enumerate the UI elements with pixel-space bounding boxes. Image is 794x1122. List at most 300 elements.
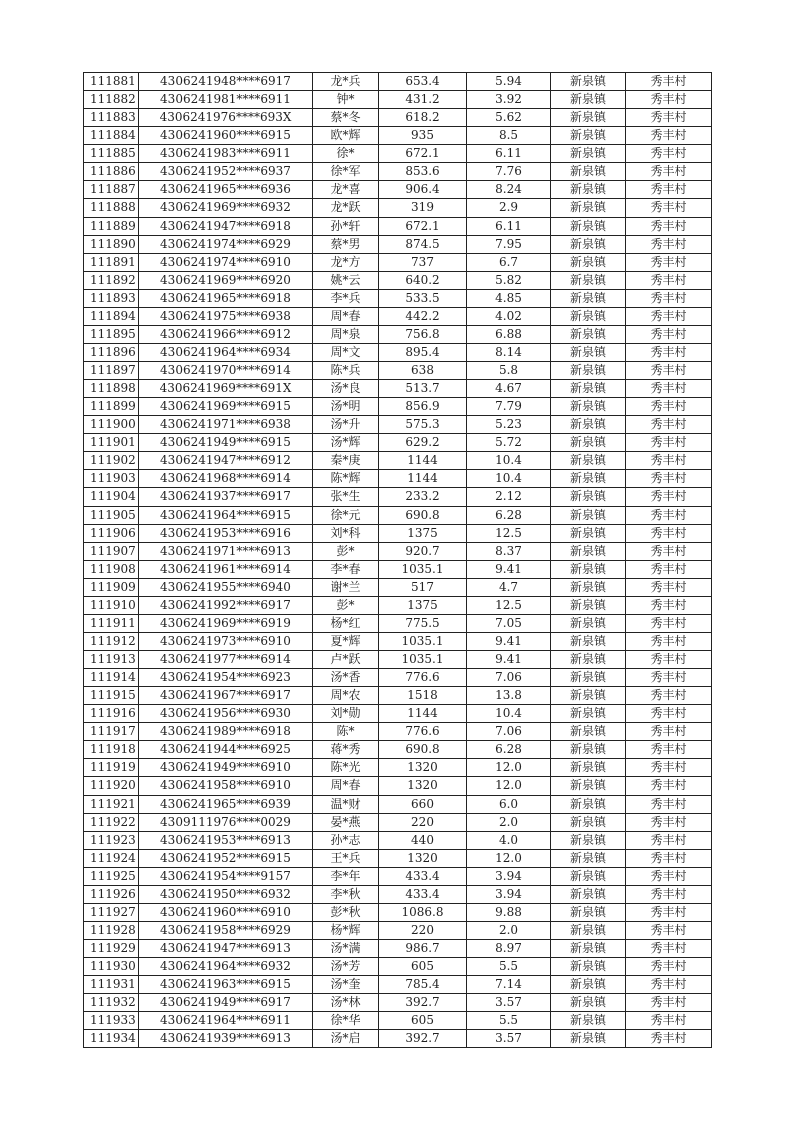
village-cell: 秀丰村 <box>626 831 712 849</box>
value-cell: 7.14 <box>467 976 551 994</box>
record-number-cell: 111887 <box>84 181 139 199</box>
id-number-cell: 4306241973****6910 <box>139 632 313 650</box>
village-cell: 秀丰村 <box>626 903 712 921</box>
village-cell: 秀丰村 <box>626 181 712 199</box>
town-cell: 新泉镇 <box>551 289 626 307</box>
value-cell: 13.8 <box>467 687 551 705</box>
village-cell: 秀丰村 <box>626 325 712 343</box>
village-cell: 秀丰村 <box>626 416 712 434</box>
table-row <box>84 831 712 849</box>
town-cell: 新泉镇 <box>551 235 626 253</box>
town-cell: 新泉镇 <box>551 181 626 199</box>
id-number-cell: 4306241974****6929 <box>139 235 313 253</box>
name-cell: 徐*华 <box>313 1012 379 1030</box>
value-cell: 6.11 <box>467 145 551 163</box>
village-cell: 秀丰村 <box>626 867 712 885</box>
village-cell: 秀丰村 <box>626 614 712 632</box>
amount-cell: 605 <box>379 1012 467 1030</box>
name-cell: 汤*奎 <box>313 976 379 994</box>
name-cell: 彭*秋 <box>313 903 379 921</box>
record-number-cell: 111894 <box>84 307 139 325</box>
record-number-cell: 111922 <box>84 813 139 831</box>
town-cell: 新泉镇 <box>551 127 626 145</box>
table-row <box>84 669 712 687</box>
value-cell: 8.37 <box>467 542 551 560</box>
value-cell: 5.62 <box>467 109 551 127</box>
table-row <box>84 940 712 958</box>
table-row <box>84 109 712 127</box>
name-cell: 姚*云 <box>313 271 379 289</box>
amount-cell: 1086.8 <box>379 903 467 921</box>
name-cell: 温*财 <box>313 795 379 813</box>
amount-cell: 1375 <box>379 524 467 542</box>
village-cell: 秀丰村 <box>626 1012 712 1030</box>
town-cell: 新泉镇 <box>551 813 626 831</box>
village-cell: 秀丰村 <box>626 470 712 488</box>
value-cell: 4.02 <box>467 307 551 325</box>
value-cell: 10.4 <box>467 470 551 488</box>
amount-cell: 690.8 <box>379 506 467 524</box>
town-cell: 新泉镇 <box>551 687 626 705</box>
amount-cell: 433.4 <box>379 885 467 903</box>
town-cell: 新泉镇 <box>551 524 626 542</box>
table-row <box>84 578 712 596</box>
table-row <box>84 614 712 632</box>
id-number-cell: 4306241953****6913 <box>139 831 313 849</box>
amount-cell: 605 <box>379 958 467 976</box>
name-cell: 龙*跃 <box>313 199 379 217</box>
town-cell: 新泉镇 <box>551 506 626 524</box>
table-row <box>84 470 712 488</box>
town-cell: 新泉镇 <box>551 669 626 687</box>
value-cell: 10.4 <box>467 705 551 723</box>
name-cell: 汤*芳 <box>313 958 379 976</box>
table-row <box>84 91 712 109</box>
record-number-cell: 111891 <box>84 253 139 271</box>
village-cell: 秀丰村 <box>626 632 712 650</box>
value-cell: 9.41 <box>467 651 551 669</box>
village-cell: 秀丰村 <box>626 199 712 217</box>
value-cell: 3.57 <box>467 1030 551 1048</box>
table-row <box>84 362 712 380</box>
id-number-cell: 4306241965****6918 <box>139 289 313 307</box>
id-number-cell: 4306241976****693X <box>139 109 313 127</box>
value-cell: 8.5 <box>467 127 551 145</box>
table-row <box>84 903 712 921</box>
amount-cell: 431.2 <box>379 91 467 109</box>
record-number-cell: 111899 <box>84 398 139 416</box>
record-number-cell: 111916 <box>84 705 139 723</box>
village-cell: 秀丰村 <box>626 578 712 596</box>
id-number-cell: 4306241952****6937 <box>139 163 313 181</box>
id-number-cell: 4306241974****6910 <box>139 253 313 271</box>
name-cell: 徐*元 <box>313 506 379 524</box>
amount-cell: 533.5 <box>379 289 467 307</box>
amount-cell: 638 <box>379 362 467 380</box>
record-number-cell: 111897 <box>84 362 139 380</box>
name-cell: 晏*燕 <box>313 813 379 831</box>
value-cell: 6.11 <box>467 217 551 235</box>
amount-cell: 319 <box>379 199 467 217</box>
value-cell: 9.41 <box>467 632 551 650</box>
amount-cell: 1375 <box>379 596 467 614</box>
value-cell: 9.88 <box>467 903 551 921</box>
record-number-cell: 111918 <box>84 741 139 759</box>
amount-cell: 672.1 <box>379 217 467 235</box>
amount-cell: 660 <box>379 795 467 813</box>
town-cell: 新泉镇 <box>551 1030 626 1048</box>
town-cell: 新泉镇 <box>551 741 626 759</box>
amount-cell: 690.8 <box>379 741 467 759</box>
id-number-cell: 4306241937****6917 <box>139 488 313 506</box>
village-cell: 秀丰村 <box>626 669 712 687</box>
value-cell: 12.5 <box>467 524 551 542</box>
id-number-cell: 4306241947****6918 <box>139 217 313 235</box>
village-cell: 秀丰村 <box>626 271 712 289</box>
village-cell: 秀丰村 <box>626 777 712 795</box>
name-cell: 龙*方 <box>313 253 379 271</box>
id-number-cell: 4306241981****6911 <box>139 91 313 109</box>
id-number-cell: 4306241954****9157 <box>139 867 313 885</box>
name-cell: 李*年 <box>313 867 379 885</box>
value-cell: 12.0 <box>467 849 551 867</box>
name-cell: 汤*辉 <box>313 434 379 452</box>
table-row <box>84 488 712 506</box>
value-cell: 5.5 <box>467 958 551 976</box>
record-number-cell: 111905 <box>84 506 139 524</box>
value-cell: 3.94 <box>467 867 551 885</box>
amount-cell: 1320 <box>379 777 467 795</box>
table-row <box>84 849 712 867</box>
amount-cell: 856.9 <box>379 398 467 416</box>
name-cell: 刘*勋 <box>313 705 379 723</box>
name-cell: 张*生 <box>313 488 379 506</box>
record-number-cell: 111910 <box>84 596 139 614</box>
id-number-cell: 4306241954****6923 <box>139 669 313 687</box>
value-cell: 6.28 <box>467 741 551 759</box>
village-cell: 秀丰村 <box>626 488 712 506</box>
amount-cell: 575.3 <box>379 416 467 434</box>
id-number-cell: 4306241949****6917 <box>139 994 313 1012</box>
amount-cell: 640.2 <box>379 271 467 289</box>
name-cell: 李*秋 <box>313 885 379 903</box>
amount-cell: 737 <box>379 253 467 271</box>
table-row <box>84 452 712 470</box>
table-row <box>84 380 712 398</box>
value-cell: 4.7 <box>467 578 551 596</box>
id-number-cell: 4306241944****6925 <box>139 741 313 759</box>
table-row <box>84 181 712 199</box>
town-cell: 新泉镇 <box>551 470 626 488</box>
value-cell: 9.41 <box>467 560 551 578</box>
amount-cell: 775.5 <box>379 614 467 632</box>
record-number-cell: 111927 <box>84 903 139 921</box>
id-number-cell: 4306241961****6914 <box>139 560 313 578</box>
table-row <box>84 289 712 307</box>
table-row <box>84 398 712 416</box>
village-cell: 秀丰村 <box>626 145 712 163</box>
record-number-cell: 111921 <box>84 795 139 813</box>
value-cell: 3.92 <box>467 91 551 109</box>
value-cell: 3.57 <box>467 994 551 1012</box>
village-cell: 秀丰村 <box>626 976 712 994</box>
table-row <box>84 560 712 578</box>
value-cell: 7.06 <box>467 669 551 687</box>
name-cell: 秦*庚 <box>313 452 379 470</box>
amount-cell: 785.4 <box>379 976 467 994</box>
value-cell: 2.0 <box>467 813 551 831</box>
id-number-cell: 4306241983****6911 <box>139 145 313 163</box>
town-cell: 新泉镇 <box>551 145 626 163</box>
amount-cell: 220 <box>379 813 467 831</box>
record-number-cell: 111923 <box>84 831 139 849</box>
amount-cell: 1144 <box>379 705 467 723</box>
value-cell: 7.95 <box>467 235 551 253</box>
table-row <box>84 1012 712 1030</box>
town-cell: 新泉镇 <box>551 777 626 795</box>
id-number-cell: 4306241969****6915 <box>139 398 313 416</box>
value-cell: 4.67 <box>467 380 551 398</box>
town-cell: 新泉镇 <box>551 994 626 1012</box>
record-number-cell: 111898 <box>84 380 139 398</box>
name-cell: 陈*兵 <box>313 362 379 380</box>
record-number-cell: 111883 <box>84 109 139 127</box>
record-number-cell: 111933 <box>84 1012 139 1030</box>
record-number-cell: 111903 <box>84 470 139 488</box>
town-cell: 新泉镇 <box>551 705 626 723</box>
town-cell: 新泉镇 <box>551 867 626 885</box>
value-cell: 7.05 <box>467 614 551 632</box>
record-number-cell: 111931 <box>84 976 139 994</box>
table-row <box>84 994 712 1012</box>
name-cell: 卢*跃 <box>313 651 379 669</box>
village-cell: 秀丰村 <box>626 380 712 398</box>
record-number-cell: 111896 <box>84 343 139 361</box>
value-cell: 7.76 <box>467 163 551 181</box>
town-cell: 新泉镇 <box>551 253 626 271</box>
data-table <box>83 72 712 1048</box>
id-number-cell: 4306241939****6913 <box>139 1030 313 1048</box>
id-number-cell: 4306241949****6915 <box>139 434 313 452</box>
town-cell: 新泉镇 <box>551 632 626 650</box>
record-number-cell: 111902 <box>84 452 139 470</box>
value-cell: 5.23 <box>467 416 551 434</box>
village-cell: 秀丰村 <box>626 452 712 470</box>
amount-cell: 986.7 <box>379 940 467 958</box>
table-row <box>84 795 712 813</box>
name-cell: 徐*军 <box>313 163 379 181</box>
town-cell: 新泉镇 <box>551 885 626 903</box>
village-cell: 秀丰村 <box>626 596 712 614</box>
value-cell: 3.94 <box>467 885 551 903</box>
village-cell: 秀丰村 <box>626 109 712 127</box>
id-number-cell: 4306241969****6920 <box>139 271 313 289</box>
table-row <box>84 759 712 777</box>
id-number-cell: 4306241949****6910 <box>139 759 313 777</box>
town-cell: 新泉镇 <box>551 940 626 958</box>
name-cell: 孙*轩 <box>313 217 379 235</box>
record-number-cell: 111932 <box>84 994 139 1012</box>
value-cell: 6.88 <box>467 325 551 343</box>
record-number-cell: 111884 <box>84 127 139 145</box>
id-number-cell: 4306241965****6936 <box>139 181 313 199</box>
table-row <box>84 235 712 253</box>
name-cell: 汤*启 <box>313 1030 379 1048</box>
table-row <box>84 958 712 976</box>
id-number-cell: 4306241952****6915 <box>139 849 313 867</box>
id-number-cell: 4306241964****6932 <box>139 958 313 976</box>
table-row <box>84 813 712 831</box>
village-cell: 秀丰村 <box>626 127 712 145</box>
table-row <box>84 271 712 289</box>
village-cell: 秀丰村 <box>626 524 712 542</box>
table-row <box>84 1030 712 1048</box>
name-cell: 周*农 <box>313 687 379 705</box>
table-row <box>84 145 712 163</box>
record-number-cell: 111926 <box>84 885 139 903</box>
id-number-cell: 4306241970****6914 <box>139 362 313 380</box>
name-cell: 龙*兵 <box>313 73 379 91</box>
village-cell: 秀丰村 <box>626 362 712 380</box>
id-number-cell: 4306241948****6917 <box>139 73 313 91</box>
id-number-cell: 4306241977****6914 <box>139 651 313 669</box>
village-cell: 秀丰村 <box>626 163 712 181</box>
record-number-cell: 111920 <box>84 777 139 795</box>
value-cell: 2.0 <box>467 921 551 939</box>
name-cell: 汤*林 <box>313 994 379 1012</box>
value-cell: 8.14 <box>467 343 551 361</box>
record-number-cell: 111917 <box>84 723 139 741</box>
amount-cell: 1035.1 <box>379 632 467 650</box>
table-row <box>84 307 712 325</box>
value-cell: 8.24 <box>467 181 551 199</box>
amount-cell: 433.4 <box>379 867 467 885</box>
town-cell: 新泉镇 <box>551 560 626 578</box>
village-cell: 秀丰村 <box>626 1030 712 1048</box>
amount-cell: 776.6 <box>379 723 467 741</box>
record-number-cell: 111925 <box>84 867 139 885</box>
village-cell: 秀丰村 <box>626 759 712 777</box>
table-row <box>84 867 712 885</box>
id-number-cell: 4309111976****0029 <box>139 813 313 831</box>
town-cell: 新泉镇 <box>551 488 626 506</box>
value-cell: 4.0 <box>467 831 551 849</box>
town-cell: 新泉镇 <box>551 343 626 361</box>
village-cell: 秀丰村 <box>626 921 712 939</box>
table-row <box>84 163 712 181</box>
amount-cell: 935 <box>379 127 467 145</box>
id-number-cell: 4306241964****6934 <box>139 343 313 361</box>
name-cell: 陈* <box>313 723 379 741</box>
village-cell: 秀丰村 <box>626 434 712 452</box>
village-cell: 秀丰村 <box>626 289 712 307</box>
record-number-cell: 111900 <box>84 416 139 434</box>
id-number-cell: 4306241963****6915 <box>139 976 313 994</box>
amount-cell: 1035.1 <box>379 560 467 578</box>
table-row <box>84 217 712 235</box>
amount-cell: 853.6 <box>379 163 467 181</box>
town-cell: 新泉镇 <box>551 723 626 741</box>
id-number-cell: 4306241956****6930 <box>139 705 313 723</box>
town-cell: 新泉镇 <box>551 199 626 217</box>
amount-cell: 440 <box>379 831 467 849</box>
village-cell: 秀丰村 <box>626 849 712 867</box>
id-number-cell: 4306241971****6913 <box>139 542 313 560</box>
town-cell: 新泉镇 <box>551 217 626 235</box>
record-number-cell: 111907 <box>84 542 139 560</box>
record-number-cell: 111911 <box>84 614 139 632</box>
name-cell: 蔡*冬 <box>313 109 379 127</box>
village-cell: 秀丰村 <box>626 542 712 560</box>
village-cell: 秀丰村 <box>626 651 712 669</box>
name-cell: 彭* <box>313 542 379 560</box>
amount-cell: 874.5 <box>379 235 467 253</box>
table-row <box>84 506 712 524</box>
amount-cell: 1320 <box>379 759 467 777</box>
value-cell: 4.85 <box>467 289 551 307</box>
id-number-cell: 4306241966****6912 <box>139 325 313 343</box>
value-cell: 2.12 <box>467 488 551 506</box>
id-number-cell: 4306241968****6914 <box>139 470 313 488</box>
record-number-cell: 111912 <box>84 632 139 650</box>
village-cell: 秀丰村 <box>626 705 712 723</box>
value-cell: 5.94 <box>467 73 551 91</box>
town-cell: 新泉镇 <box>551 596 626 614</box>
village-cell: 秀丰村 <box>626 994 712 1012</box>
village-cell: 秀丰村 <box>626 307 712 325</box>
name-cell: 陈*光 <box>313 759 379 777</box>
amount-cell: 895.4 <box>379 343 467 361</box>
record-number-cell: 111882 <box>84 91 139 109</box>
name-cell: 刘*科 <box>313 524 379 542</box>
town-cell: 新泉镇 <box>551 903 626 921</box>
name-cell: 夏*辉 <box>313 632 379 650</box>
record-number-cell: 111909 <box>84 578 139 596</box>
value-cell: 6.0 <box>467 795 551 813</box>
name-cell: 周*泉 <box>313 325 379 343</box>
amount-cell: 392.7 <box>379 994 467 1012</box>
town-cell: 新泉镇 <box>551 271 626 289</box>
record-number-cell: 111913 <box>84 651 139 669</box>
name-cell: 欧*辉 <box>313 127 379 145</box>
id-number-cell: 4306241964****6911 <box>139 1012 313 1030</box>
record-number-cell: 111885 <box>84 145 139 163</box>
name-cell: 陈*辉 <box>313 470 379 488</box>
value-cell: 12.0 <box>467 759 551 777</box>
record-number-cell: 111929 <box>84 940 139 958</box>
village-cell: 秀丰村 <box>626 958 712 976</box>
town-cell: 新泉镇 <box>551 380 626 398</box>
name-cell: 汤*良 <box>313 380 379 398</box>
record-number-cell: 111908 <box>84 560 139 578</box>
name-cell: 李*春 <box>313 560 379 578</box>
record-number-cell: 111915 <box>84 687 139 705</box>
town-cell: 新泉镇 <box>551 325 626 343</box>
village-cell: 秀丰村 <box>626 741 712 759</box>
value-cell: 12.5 <box>467 596 551 614</box>
table-row <box>84 741 712 759</box>
value-cell: 7.06 <box>467 723 551 741</box>
record-number-cell: 111895 <box>84 325 139 343</box>
id-number-cell: 4306241955****6940 <box>139 578 313 596</box>
id-number-cell: 4306241969****6919 <box>139 614 313 632</box>
town-cell: 新泉镇 <box>551 651 626 669</box>
name-cell: 蒋*秀 <box>313 741 379 759</box>
village-cell: 秀丰村 <box>626 217 712 235</box>
value-cell: 2.9 <box>467 199 551 217</box>
town-cell: 新泉镇 <box>551 921 626 939</box>
record-number-cell: 111890 <box>84 235 139 253</box>
